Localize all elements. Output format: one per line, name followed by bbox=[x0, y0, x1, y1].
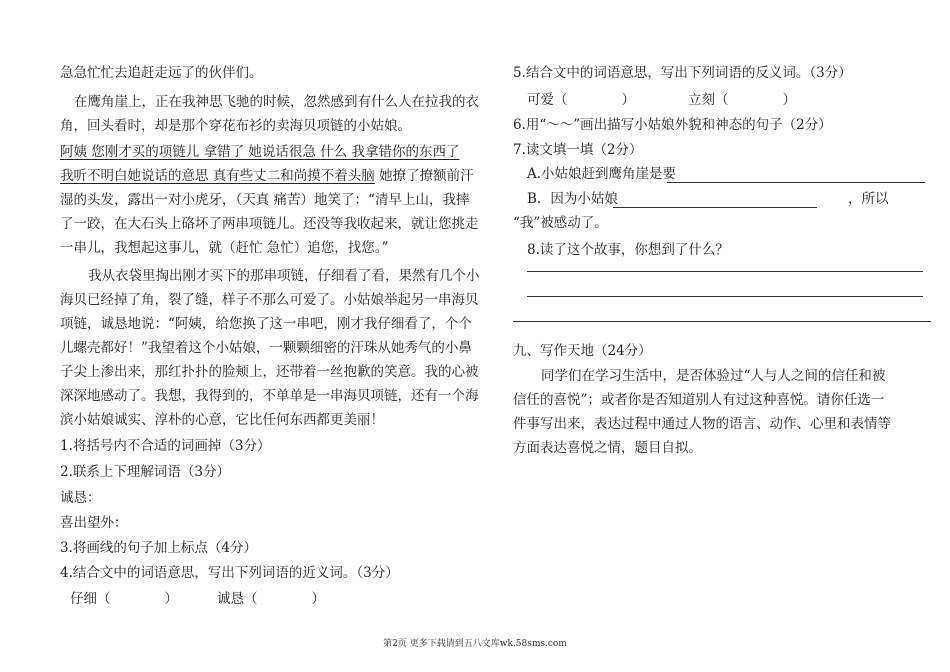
question-3: 3.将画线的句子加上标点（4分） bbox=[60, 540, 257, 556]
answer-line[interactable] bbox=[613, 207, 817, 208]
question-7c: “我”被感动了。 bbox=[513, 215, 608, 231]
question-7b: B．因为小姑娘 bbox=[527, 191, 618, 207]
passage-line: 我从衣袋里掏出刚才买下的那串项链，仔细看了看，果然有几个小 bbox=[88, 268, 480, 284]
writing-prompt-line: 方面表达喜悦之情，题目自拟。 bbox=[513, 440, 702, 456]
writing-prompt-line: 件事写出来，表达过程中通过人物的语言、动作、心里和表情等 bbox=[513, 416, 891, 432]
passage-line: 滨小姑娘诚实、淳朴的心意，它比任何东西都更美丽！ bbox=[60, 412, 384, 428]
question-4-item: 仔细（ ） bbox=[70, 591, 178, 607]
passage-line: 子尖上渗出来，那红扑扑的脸颊上，还带着一丝抱歉的笑意。我的心被 bbox=[60, 364, 479, 380]
answer-line[interactable] bbox=[527, 296, 923, 297]
answer-line[interactable] bbox=[667, 182, 925, 183]
underlined-sentence: 阿姨 您刚才买的项链儿 拿错了 她说话很急 什么 我拿错你的东西了 bbox=[60, 144, 460, 160]
passage-line: 了一跤，在大石头上硌坏了两串项链儿。还没等我收起来，就让您挑走 bbox=[60, 216, 479, 232]
question-1: 1.将括号内不合适的词画掉（3分） bbox=[60, 438, 271, 454]
question-4-item: 诚恳（ ） bbox=[217, 591, 325, 607]
question-6: 6.用“～～”画出描写小姑娘外貌和神态的句子（2分） bbox=[513, 117, 832, 133]
passage-line: 角，回头看时，却是那个穿花布衫的卖海贝项链的小姑娘。 bbox=[60, 118, 411, 134]
question-5-item: 立刻（ ） bbox=[688, 92, 796, 108]
question-7: 7.读文填一填（2分） bbox=[513, 142, 643, 158]
question-4: 4.结合文中的词语意思，写出下列词语的近义词。（3分） bbox=[60, 565, 399, 581]
underlined-sentence: 我听不明白她说话的意思 真有些丈二和尚摸不着头脑 bbox=[60, 168, 375, 184]
page-footer: 第2页 更多下载请到五八文库wk.58sms.com bbox=[383, 639, 567, 649]
question-7b-tail: ，所以 bbox=[848, 191, 889, 207]
answer-line[interactable] bbox=[513, 321, 931, 322]
passage-text: 她撩了撩额前汗 bbox=[374, 168, 474, 184]
passage-line: 海贝已经掉了角，裂了缝，样子不那么可爱了。小姑娘举起另一串海贝 bbox=[60, 292, 479, 308]
question-8: 8.读了这个故事，你想到了什么？ bbox=[527, 242, 729, 258]
passage-line bbox=[60, 166, 474, 186]
passage-line: 儿螺壳都好！”我望着这个小姑娘，一颗颗细密的汗珠从她秀气的小鼻 bbox=[60, 340, 472, 356]
question-7a: A.小姑娘赶到鹰角崖是要 bbox=[527, 166, 677, 182]
passage-line: 在鹰角崖上，正在我神思飞驰的时候，忽然感到有什么人在拉我的衣 bbox=[74, 94, 479, 110]
question-2: 2.联系上下理解词语（3分） bbox=[60, 464, 230, 480]
question-2-item: 喜出望外： bbox=[60, 515, 128, 531]
question-2-item: 诚恳： bbox=[60, 490, 101, 506]
answer-line[interactable] bbox=[527, 271, 923, 272]
passage-line: 深深地感动了。我想，我得到的，不单单是一串海贝项链，还有一个海 bbox=[60, 388, 479, 404]
passage-line: 一串儿，我想起这事儿，就（赶忙 急忙）追您，找您。” bbox=[60, 240, 389, 256]
question-5: 5.结合文中的词语意思，写出下列词语的反义词。（3分） bbox=[513, 65, 852, 81]
passage-line: 急急忙忙去追赶走远了的伙伴们。 bbox=[60, 65, 263, 81]
section-9-title: 九、写作天地（24分） bbox=[513, 343, 652, 359]
writing-prompt-line: 信任的喜悦”；或者你是否知道别人有过这种喜悦。请你任选一 bbox=[513, 392, 885, 408]
question-5-item: 可爱（ ） bbox=[527, 92, 635, 108]
passage-line: 湿的头发，露出一对小虎牙，（天真 痛苦）地笑了：“清早上山，我摔 bbox=[60, 192, 470, 208]
writing-prompt-line: 同学们在学习生活中，是否体验过“人与人之间的信任和被 bbox=[541, 368, 886, 384]
passage-line: 项链，诚恳地说：“阿姨，给您换了这一串吧，刚才我仔细看了，个个 bbox=[60, 316, 472, 332]
